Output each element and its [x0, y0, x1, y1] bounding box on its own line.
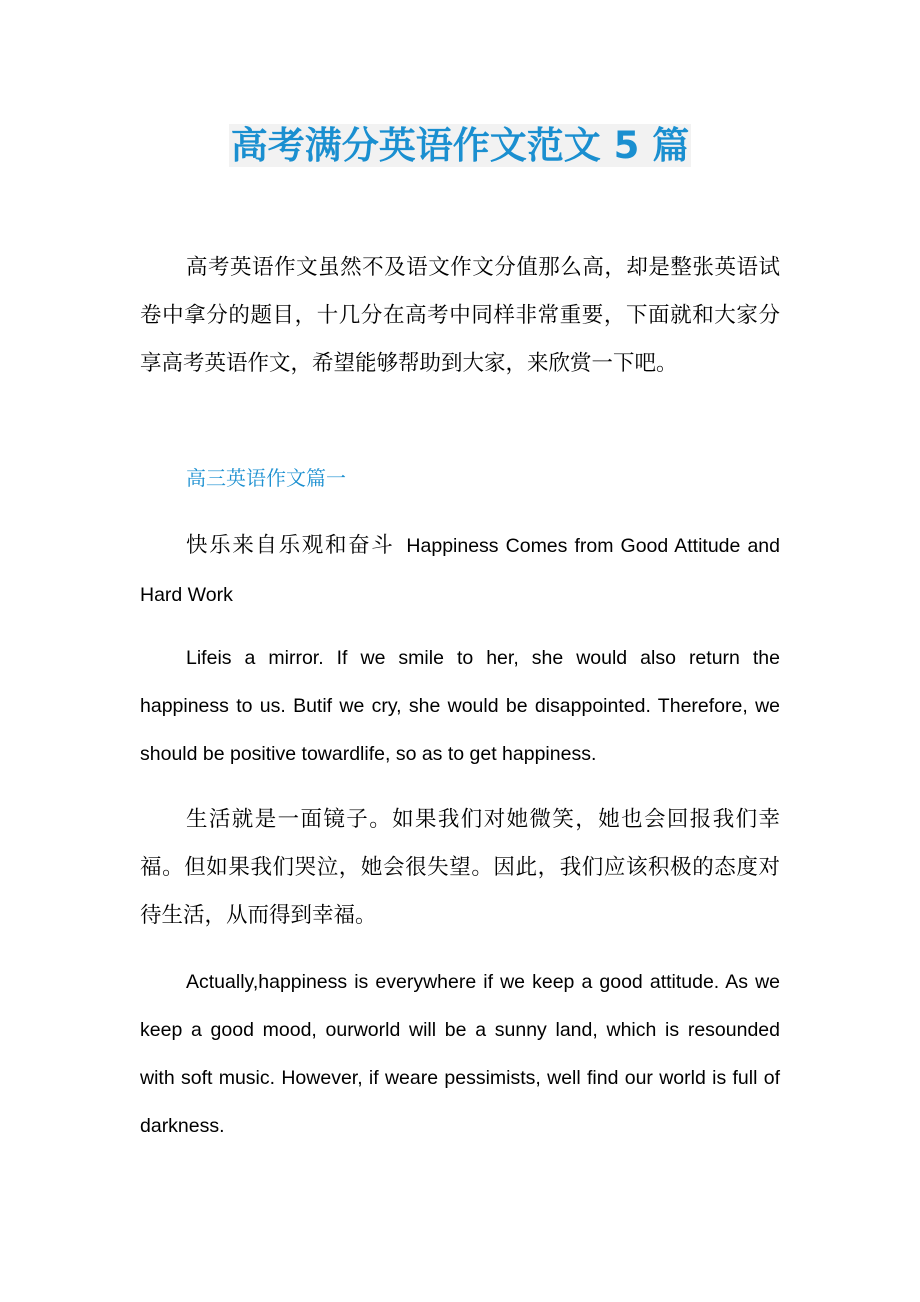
essay-topic-en: Happiness Comes from Good Attitude and Hard Work: [140, 535, 780, 606]
document-title: [0, 118, 920, 174]
essay-topic-cn: 快乐来自乐观和奋斗: [186, 533, 395, 558]
essay-paragraph-en-1: Lifeis a mirror. If we smile to her, she would also return the happiness to us. Butif we cry, she would be disappointed. Therefore, we should be positive towardlife, so as to get happiness.: [140, 647, 780, 765]
document-title-text: 高考满分英语作文范文 5 篇: [230, 124, 690, 167]
intro-paragraph: 高考英语作文虽然不及语文作文分值那么高，却是整张英语试卷中拿分的题目，十几分在高考中同样非常重要，下面就和大家分享高考英语作文，希望能够帮助到大家，来欣赏一下吧。: [140, 255, 780, 376]
section-heading: 高三英语作文篇一: [186, 466, 346, 490]
essay-paragraph-en-2: Actually,happiness is everywhere if we keep a good attitude. As we keep a good mood, ourworld will be a sunny land, which is resounded with soft music. However, if weare pessimists, well find our world is full of darkness.: [140, 971, 780, 1137]
essay-paragraph-cn-1: 生活就是一面镜子。如果我们对她微笑，她也会回报我们幸福。但如果我们哭泣，她会很失望。因此，我们应该积极的态度对待生活，从而得到幸福。: [140, 807, 780, 928]
essay-topic: [140, 521, 780, 619]
